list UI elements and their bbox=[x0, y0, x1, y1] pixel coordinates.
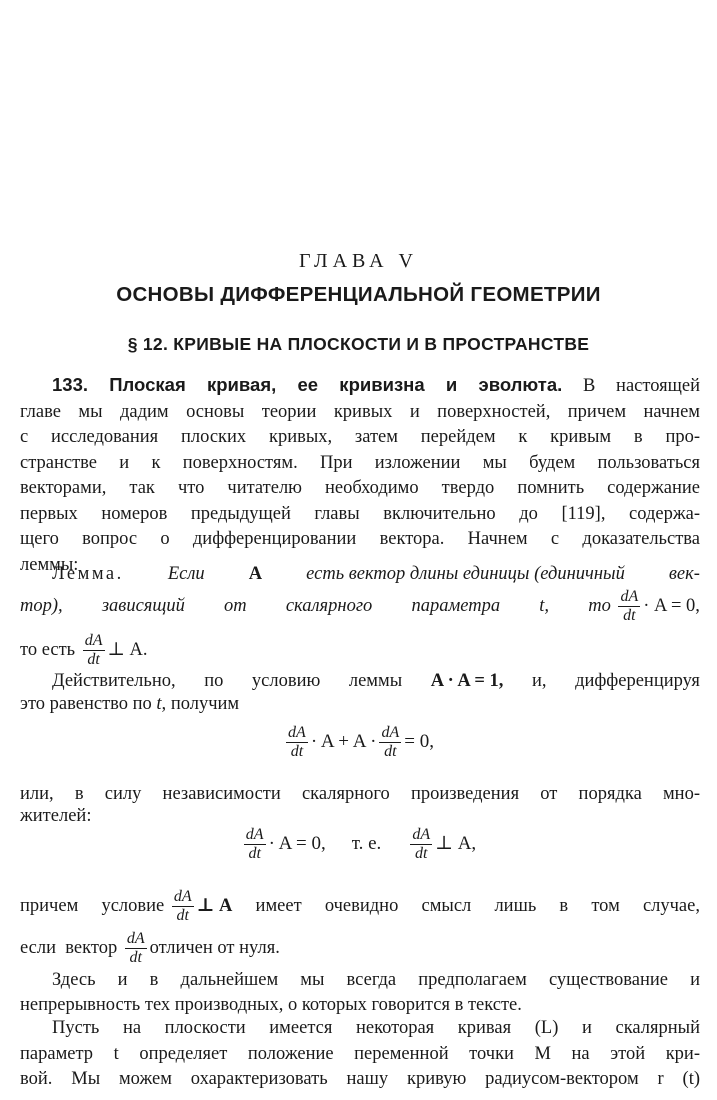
paragraph-line: первых номеров предыдущей главы включительно до [119], содержа- bbox=[20, 503, 700, 524]
derivative-fraction: $\frac{dA}{dt}$ bbox=[288, 724, 306, 760]
paragraph-line: главе мы дадим основы теории кривых и поверхностей, причем начнем bbox=[20, 401, 700, 422]
paragraph-line: с исследования плоских кривых, затем перейдем к кривым в про- bbox=[20, 427, 700, 447]
paragraph-after-formula-1: или, в силу независимости скалярного произведения от порядка мно- bbox=[20, 784, 700, 804]
derivative-fraction: $\frac{dA}{dt}$ bbox=[245, 826, 264, 862]
derivative-fraction: $\frac{dA}{dt}$ bbox=[412, 826, 431, 862]
lemma-label: Лемма. bbox=[52, 564, 124, 584]
formula-1: $\frac{dA}{dt}$ · A + A · $\frac{dA}{dt}$ = 0, bbox=[288, 724, 434, 760]
formula-2: $\frac{dA}{dt}$ · A = 0, т. е. $\frac{dA}{dt}$ ⊥ A, bbox=[245, 826, 477, 862]
lemma-conclusion: то есть $\frac{dA}{dt}$ ⊥ A. bbox=[20, 632, 148, 668]
lemma-line-1: Лемма. Если A есть вектор длины единицы (единичный век- bbox=[52, 564, 700, 584]
section-title: § 12. КРИВЫЕ НА ПЛОСКОСТИ И В ПРОСТРАНСТВЕ bbox=[127, 334, 590, 354]
paragraph-curve: Пусть на плоскости имеется некоторая кривая (L) и скалярный параметр t определяет положение переменной точки M на этой кри- вой. Мы можем охарактеризовать нашу кривую радиусом-вектором r (t) bbox=[20, 1018, 700, 1089]
paragraph-line: векторами, так что читателю необходимо твердо помнить содержание bbox=[20, 478, 700, 498]
derivative-fraction: $\frac{dA}{dt}$ bbox=[381, 724, 400, 760]
paragraph-line: странстве и к поверхностям. При изложении мы будем пользоваться bbox=[20, 452, 700, 473]
derivative-fraction: $\frac{dA}{dt}$ bbox=[173, 888, 192, 924]
subsection-heading: 133. Плоская кривая, ее кривизна и эволюта. bbox=[52, 374, 563, 395]
chapter-title: ОСНОВЫ ДИФФЕРЕНЦИАЛЬНОЙ ГЕОМЕТРИИ bbox=[116, 283, 601, 306]
paragraph-line: жителей: bbox=[20, 806, 92, 826]
lemma-line-2: тор), зависящий от скалярного параметра t, то $\frac{dA}{dt}$ · A = 0, bbox=[20, 588, 700, 624]
derivative-fraction: $\frac{dA}{dt}$ bbox=[84, 632, 103, 668]
paragraph-existence: Здесь и в дальнейшем мы всегда предполагаем существование и непрерывность тех производных, о которых говорится в тексте. bbox=[20, 970, 700, 1015]
paragraph-line: щего вопрос о дифференцировании вектора. Начнем с доказательства bbox=[20, 529, 700, 549]
proof-line-2: это равенство по t, получим bbox=[20, 694, 240, 714]
derivative-fraction: $\frac{dA}{dt}$ bbox=[126, 930, 145, 966]
paragraph-line: леммы: bbox=[20, 554, 79, 575]
paragraph-line: 133. Плоская кривая, ее кривизна и эволюта. В настоящей bbox=[52, 374, 700, 396]
chapter-label: ГЛАВА V bbox=[298, 250, 419, 272]
condition-line-1: причем условие $\frac{dA}{dt}$ ⊥ A имеет очевидно смысл лишь в том случае, bbox=[20, 888, 700, 924]
paragraph-133 bbox=[20, 372, 700, 578]
derivative-fraction: $\frac{dA}{dt}$ bbox=[620, 588, 639, 624]
proof-line-1: Действительно, по условию леммы A · A = 1, и, дифференцируя bbox=[52, 671, 700, 691]
condition-line-2: если вектор $\frac{dA}{dt}$ отличен от нуля. bbox=[20, 930, 280, 966]
